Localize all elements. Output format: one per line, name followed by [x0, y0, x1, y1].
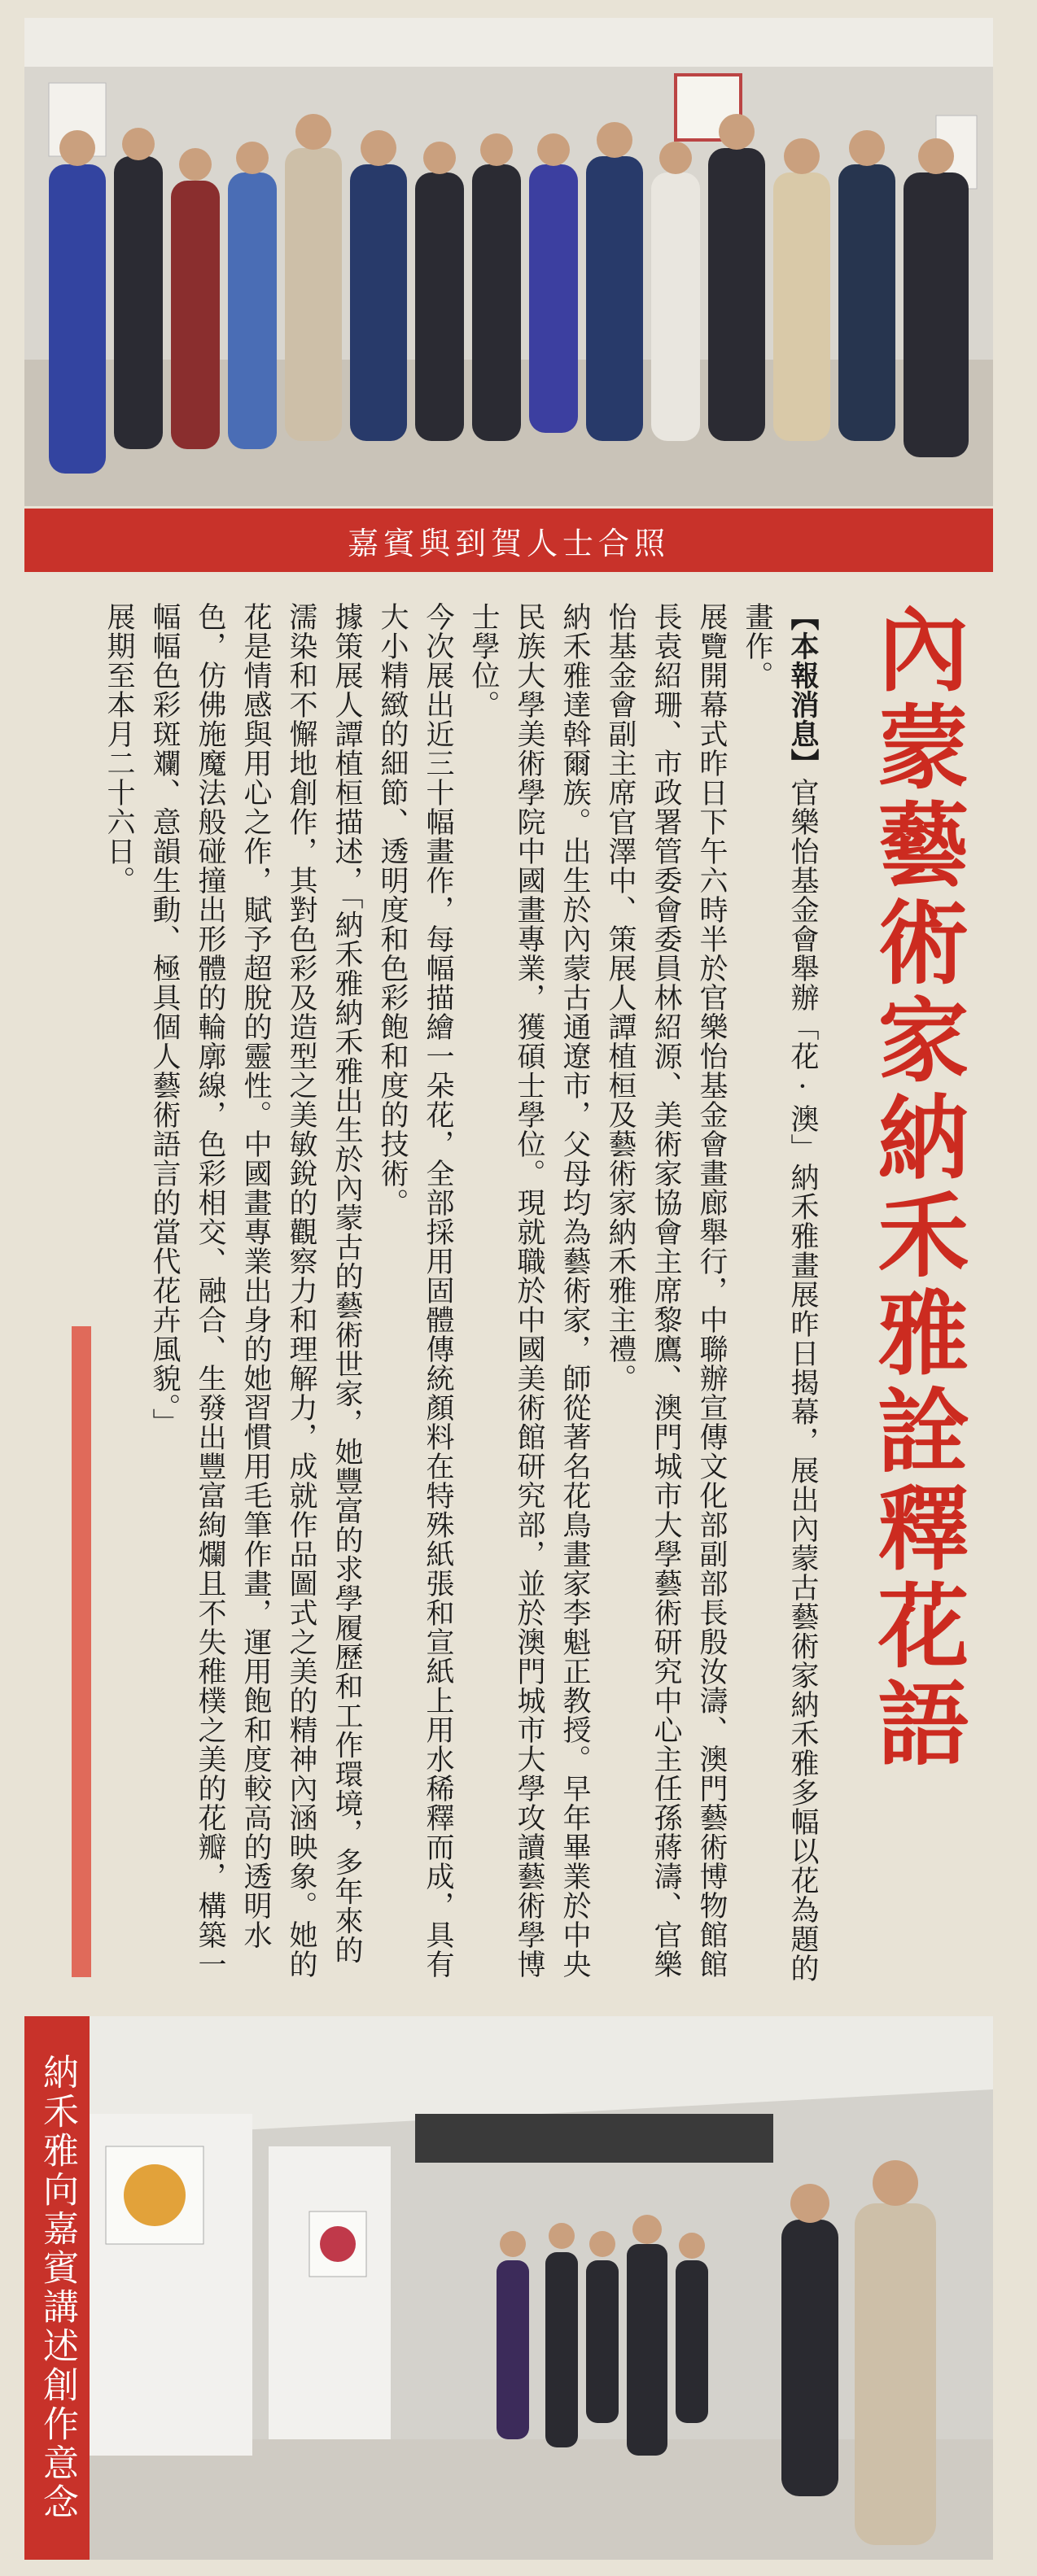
gallery-photo	[90, 2016, 993, 2560]
article-paragraph-2: 展覽開幕式昨日下午六時半於官樂怡基金會畫廊舉行，中聯辦宣傳文化部副部長殷汝濤、澳門藝術博物館館長袁紹珊、市政署管委會委員林紹源、美術家協會主席黎鷹、澳門城市大學藝術研究中心主任孫蔣濤、官樂怡基金會副主席官澤中、策展人譚植桓及藝術家納禾雅主禮。	[604, 602, 728, 1979]
article-lead: 【本報消息】	[786, 602, 820, 778]
article-paragraph-1	[734, 602, 825, 1985]
group-photo	[24, 18, 993, 506]
decorative-rule	[72, 1326, 91, 1977]
article-paragraph-3: 納禾雅達斡爾族。出生於內蒙古通遼市，父母均為藝術家，師從著名花鳥畫家李魁正教授。早年畢業於中央民族大學美術學院中國畫專業，獲碩士學位。現就職於中國美術館研究部，並於澳門城市大學攻讀藝術學博士學位。	[467, 602, 591, 1979]
photo-caption-bottom: 納禾雅向嘉賓講述創作意念	[24, 2016, 90, 2560]
photo-caption-top: 嘉賓與到賀人士合照	[24, 509, 993, 572]
article-body	[77, 602, 825, 1985]
article-paragraph-5: 據策展人譚植桓描述，「納禾雅納禾雅出生於內蒙古的藝術世家，她豐富的求學履歷和工作環境，多年來的濡染和不懈地創作，其對色彩及造型之美敏銳的觀察力和理解力，成就作品圖式之美的精神內涵映象。她的花是情感與用心之作，賦予超脫的靈性。中國畫專業出身的她習慣用毛筆作畫，運用飽和度較高的透明水色，仿佛施魔法般碰撞出形體的輪廓線，色彩相交、融合、生發出豐富絢爛且不失稚樸之美的花瓣，構築一幅幅色彩斑斕、意韻生動、極具個人藝術語言的當代花卉風貌。」	[148, 602, 363, 1979]
article-paragraph-6: 展期至本月二十六日。	[103, 602, 135, 895]
article-text: 官樂怡基金會舉辦「花·澳」納禾雅畫展昨日揭幕，展出內蒙古藝術家納禾雅多幅以花為題的畫作。	[741, 602, 819, 1983]
headline: 內蒙藝術家納禾雅詮釋花語	[863, 602, 969, 1774]
article-paragraph-4: 今次展出近三十幅畫作，每幅描繪一朵花，全部採用固體傳統顏料在特殊紙張和宣紙上用水稀釋而成，具有大小精緻的細節、透明度和色彩飽和度的技術。	[376, 602, 454, 1979]
